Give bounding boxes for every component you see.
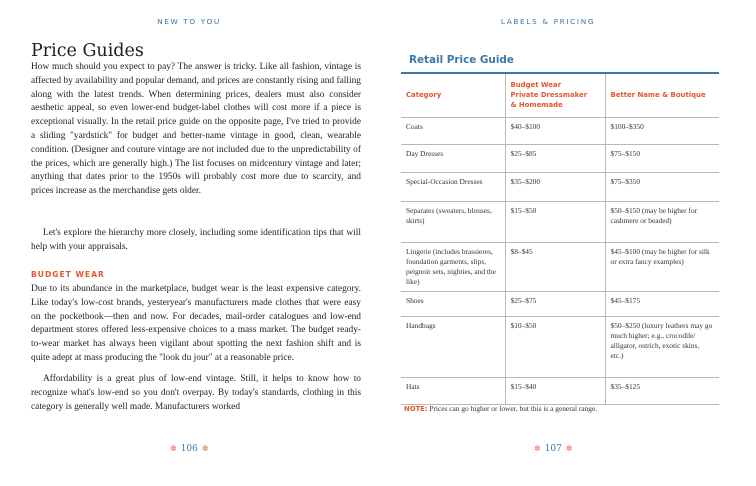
running-head-left: NEW TO YOU: [157, 17, 221, 26]
table-row: [401, 144, 719, 172]
affordability-paragraph: Affordability is a great plus of low-end vintage. Still, it helps to know how to recognize what's low-end so you don't overpay. By today's standards, clothing in this category is generally well made. Manufacturers worked: [31, 374, 361, 412]
note-label: NOTE:: [404, 405, 428, 413]
cell-better-price: $45–$100 (may be higher for silk or extra fancy examples): [605, 242, 719, 291]
table-row: [401, 377, 719, 404]
cell-better-price: $35–$125: [605, 377, 719, 404]
budget-wear-paragraph: Due to its abundance in the marketplace, budget wear is the least expensive category. Like today's low-cost brands, yesteryear's manufacturers made clothes that were easy on the pocketbook—then and now. For decades, mail-order catalogues and low-end department stores offered less-expensive choices to a mass market. The budget ready-to-wear market has always been vigilant about spotting the next fashion shift and is quite adept at mass producing the "look du jour" at a reasonable price.: [31, 284, 361, 363]
retail-price-table: [401, 74, 719, 405]
cell-budget-price: $15–$50: [505, 201, 605, 242]
table-row: [401, 242, 719, 291]
cell-budget-price: $25–$75: [505, 291, 605, 316]
cell-budget-price: $40–$100: [505, 117, 605, 144]
section-heading-budget-wear: BUDGET WEAR: [31, 270, 105, 279]
asterisk-ornament-icon: ✲: [534, 444, 541, 453]
page-title: Price Guides: [31, 41, 144, 61]
page-number-text: 107: [544, 444, 562, 454]
cell-better-price: $100–$350: [605, 117, 719, 144]
cell-budget-price: $15–$40: [505, 377, 605, 404]
table-title: Retail Price Guide: [409, 54, 514, 66]
table-header-row: [401, 74, 719, 117]
cell-budget-price: $8–$45: [505, 242, 605, 291]
cell-category: Coats: [401, 117, 505, 144]
cell-category: Shoes: [401, 291, 505, 316]
cell-better-price: $45–$175: [605, 291, 719, 316]
table-row: [401, 291, 719, 316]
cell-better-price: $50–$150 (may be higher for cashmere or beaded): [605, 201, 719, 242]
note-text: Prices can go higher or lower, but this is a general range.: [429, 404, 598, 413]
asterisk-ornament-icon: ✲: [565, 444, 573, 453]
cell-category: Day Dresses: [401, 144, 505, 172]
page-number-text: 106: [180, 444, 198, 454]
table-row: [401, 201, 719, 242]
table-note: [404, 404, 714, 413]
page-number-left: [166, 444, 213, 454]
cell-budget-price: $35–$200: [505, 172, 605, 201]
running-head-right: LABELS & PRICING: [500, 17, 596, 26]
header-budget-line: & Homemade: [510, 101, 563, 110]
cell-category: Handbags: [401, 316, 505, 377]
asterisk-ornament-icon: ✲: [170, 444, 177, 453]
header-category: Category: [401, 74, 505, 117]
cell-category: Separates (sweaters, blouses, skirts): [401, 201, 505, 242]
cell-better-price: $75–$150: [605, 144, 719, 172]
asterisk-ornament-icon: ✲: [201, 444, 209, 453]
right-page: [378, 0, 756, 486]
cell-category: Special-Occasion Dresses: [401, 172, 505, 201]
cell-better-price: $75–$350: [605, 172, 719, 201]
cell-category: Hats: [401, 377, 505, 404]
table-row: [401, 316, 719, 377]
header-better-name: Better Name & Boutique: [605, 74, 719, 117]
intro-paragraph: How much should you expect to pay? The answer is tricky. Like all fashion, vintage is affected by availability and popular demand, and prices are constantly rising and falling along with the latest trends. When determining prices, dealers must also consider aesthetic appeal, so even lower-end budget-label clothes will cost more if a piece is exceptional visually. In the retail price guide on the opposite page, I've tried to provide a sliding "yardstick" for budget and better-name vintage in good, clean, wearable condition. (Designer and couture vintage are not included due to the unpredictability of the prices, which are generally high.) The list focuses on midcentury vintage and later; anything that dates prior to the 1950s will probably cost more due to scarcity, and prices increase as the merchandise gets older.: [31, 62, 361, 197]
hierarchy-paragraph: Let's explore the hierarchy more closely, including some identification tips that will help with your appraisals.: [31, 228, 361, 252]
header-budget-wear: [505, 74, 605, 117]
header-budget-line: Private Dressmaker: [510, 91, 588, 100]
cell-better-price: $50–$250 (luxury leathers may go much higher; e.g., crocodile/ alligator, ostrich, exotic skins, etc.): [605, 316, 719, 377]
table-row: [401, 172, 719, 201]
cell-budget-price: $25–$85: [505, 144, 605, 172]
page-number-right: [530, 444, 577, 454]
table-row: [401, 117, 719, 144]
header-budget-line: Budget Wear: [510, 81, 561, 90]
cell-budget-price: $10–$50: [505, 316, 605, 377]
cell-category: Lingerie (includes brassieres, foundation garments, slips, peignoir sets, nighties, and the like): [401, 242, 505, 291]
